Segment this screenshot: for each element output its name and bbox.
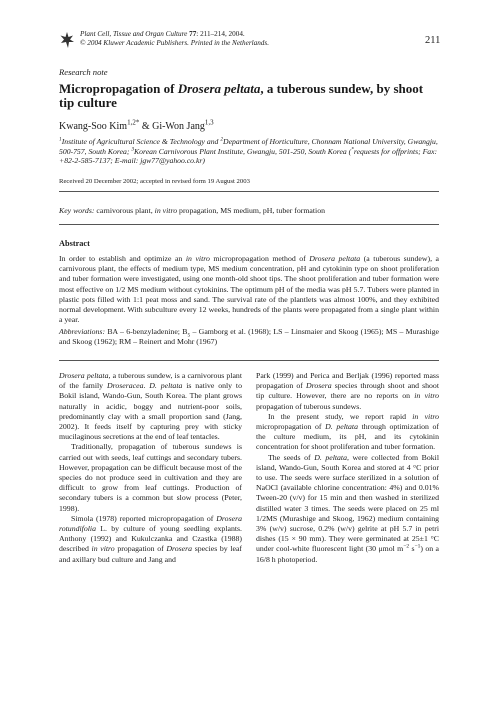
affil-mark: 2 — [220, 136, 224, 143]
body-span: The seeds of — [268, 452, 315, 462]
abbreviation-sub: 5 — [187, 332, 191, 339]
body-span: through optimization of the culture medium, its pH, and its cytokinin concentration for shoot proliferation and tuber formation. — [256, 422, 440, 452]
body-span: s — [409, 544, 415, 554]
body-span: . — [143, 381, 150, 391]
body-span: species through shoot and shoot tip culture. However, there are no reports on — [256, 381, 439, 401]
keyword-text: in vitro — [154, 206, 178, 215]
body-span: In the present study, we report rapid — [268, 411, 413, 421]
body-span: Drosera peltata — [59, 371, 109, 380]
body-paragraph — [256, 453, 439, 565]
body-span: , a tuberous sundew, is a carnivorous plant of the family — [59, 371, 242, 391]
body-span: in vitro — [91, 544, 115, 554]
affiliations — [59, 137, 439, 166]
journal-citation — [80, 30, 269, 48]
body-span: species by leaf and axillary bud culture and Jang and — [59, 544, 243, 564]
body-span: is native only to Bokil island, Wando-Gun, South Korea. The plant grows naturally in acidic, boggy and nutrient-poor soils, predominantly clay with a small proportion sand (Jang, 2002). It feeds itself by capturing prey with sticky mucilaginous secretions at the end of leaf tentacles. — [59, 381, 242, 442]
affil-mark: * — [351, 146, 354, 153]
keywords-label: Key words: — [59, 206, 95, 215]
page-number: 211 — [425, 35, 441, 46]
abbreviation-text: BA – 6-benzyladenine; B — [105, 327, 188, 336]
body-span: D. peltata — [149, 381, 183, 391]
body-span: ) on a 16/8 h photoperiod. — [256, 544, 439, 564]
journal-name: Plant Cell, Tissue and Organ Culture — [80, 30, 188, 38]
author-line — [59, 118, 214, 132]
title-part: Micropropagation of — [59, 81, 178, 96]
abbreviations — [59, 327, 439, 347]
body-paragraph — [256, 371, 439, 412]
article-title — [59, 82, 439, 110]
body-span: L. by culture of young seedling explants. Anthony (1992) and Kukulczanka and Czastka (1988) described — [59, 524, 242, 554]
abbreviation-text: – Gamborg et al. (1968); LS – Linsmaier and Skoog (1965); MS – Murashige and Skoog (1962); RM – Reinert and Mohr (1967) — [59, 327, 439, 347]
body-span: in vitro — [412, 411, 440, 421]
body-column-right — [256, 371, 439, 565]
article-type: Research note — [59, 67, 108, 77]
publisher-logo-icon — [59, 31, 75, 49]
received-dates: Received 20 December 2002; accepted in revised form 19 August 2003 — [59, 178, 250, 185]
affil-text: Department of Horticulture, Chonnam National University, Gwangju, 500-757, South Korea; — [59, 137, 438, 156]
journal-pages: : 211–214, 2004. — [196, 30, 245, 38]
abstract-part: micropropagation method of — [209, 254, 310, 263]
author-superscript: 1,3 — [204, 118, 214, 127]
affil-text: Institute of Agricultural Science & Technology and — [61, 137, 221, 146]
abstract-part: (a tuberous sundew), a carnivorous plant, the effects of medium type, MS medium concentration, pH and cytokinin type on shoot proliferation and tuber formation were investigated, using one month-old shoot tips. The shoot proliferation and tuber formation were most effective on 1/2 MS medium without cytokinins. The optimum pH of the media was pH 5.7. Tubers were planted in plastic pots filled with 1:1 peat moss and sand. The survival rate of the plantlets was almost 100%, and they exhibited normal development. With subculture every 12 weeks, hundreds of the plants were propagated from a single plant within a year. — [59, 254, 440, 325]
body-span: D. peltata — [314, 452, 348, 462]
title-part: , a tuberous sundew, by shoot tip culture — [59, 81, 424, 111]
body-sup: −2 — [403, 543, 410, 550]
body-span: Drosera rotundifolia — [59, 513, 242, 534]
body-paragraph — [256, 412, 439, 453]
body-span: Park (1999) and Perica and Berljak (1996) reported mass propagation of — [256, 371, 439, 391]
affil-text: Korean Carnivorous Plant Institute, Gwangju, 501-250, South Korea ( — [134, 146, 352, 156]
body-span: in vitro — [414, 391, 440, 401]
abstract-part: In order to establish and optimize an — [59, 254, 186, 263]
author-name: Kwang-Soo Kim — [59, 121, 128, 132]
abstract-text — [59, 254, 439, 325]
title-species: Drosera peltata — [177, 81, 261, 96]
journal-volume: 77 — [189, 30, 197, 38]
affil-mark: 1 — [59, 136, 62, 143]
divider — [59, 360, 439, 361]
body-span: Drosera — [305, 381, 332, 391]
body-paragraph: Traditionally, propagation of tuberous sundews is carried out with seeds, leaf cuttings and secondary tubers. However, propagation can be difficult because most of the species do not produce seed in cultivation and they are difficult to grow from leaf cuttings. Production of secondary tubers is a common but slow process (Peter, 1998). — [59, 442, 242, 513]
body-span: , were collected from Bokil island, Wando-Gun, South Korea and stored at 4 °C prior to use. The seeds were surface sterilized in a solution of NaOCl (available chlorine concentration: 4%) and 0.01% Tween-20 (v/v) for 15 min and then washed in sterilized distilled water 3 times. The seeds were placed on 25 ml 1/2MS (Murashige and Skoog, 1962) medium containing 3% (w/v) sucrose, 0.2% (w/v) gelrite at pH 5.7 in petri dishes (15 × 90 mm). They were germinated at 25±1 °C under cool-white fluorescent light (30 μmol m — [256, 452, 439, 554]
abstract-heading: Abstract — [59, 239, 90, 248]
body-span: Simola (1978) reported micropropagation of — [71, 513, 217, 523]
body-span: D. peltata — [325, 422, 359, 432]
divider — [59, 191, 439, 192]
keyword-text: propagation, MS medium, pH, tuber formation — [177, 206, 326, 215]
affil-mark: 3 — [131, 146, 135, 153]
abstract-part: in vitro — [185, 254, 210, 263]
body-paragraph — [59, 514, 242, 565]
abstract-part: Drosera peltata — [309, 254, 361, 263]
body-sup: −1 — [414, 543, 421, 550]
keyword-text: carnivorous plant, — [94, 206, 155, 215]
body-span: propagation of — [114, 544, 167, 554]
body-paragraph — [59, 371, 242, 442]
author-superscript: 1,2* — [127, 118, 140, 127]
copyright-line: © 2004 Kluwer Academic Publishers. Printed in the Netherlands. — [80, 39, 269, 47]
author-name: & Gi-Won Jang — [139, 121, 205, 132]
body-span: propagation of tuberous sundews. — [256, 401, 362, 411]
body-column-left — [59, 371, 242, 565]
body-span: Drosera — [166, 544, 193, 554]
abbreviations-label: Abbreviations: — [59, 327, 106, 336]
body-span: micropropagation of — [256, 422, 326, 432]
divider — [59, 224, 439, 225]
keywords — [59, 206, 439, 216]
affil-text: requests for offprints; Fax: +82-2-585-7137; E-mail: jgw77@yahoo.co.kr) — [59, 146, 438, 166]
body-span: Droseracea — [106, 381, 144, 391]
